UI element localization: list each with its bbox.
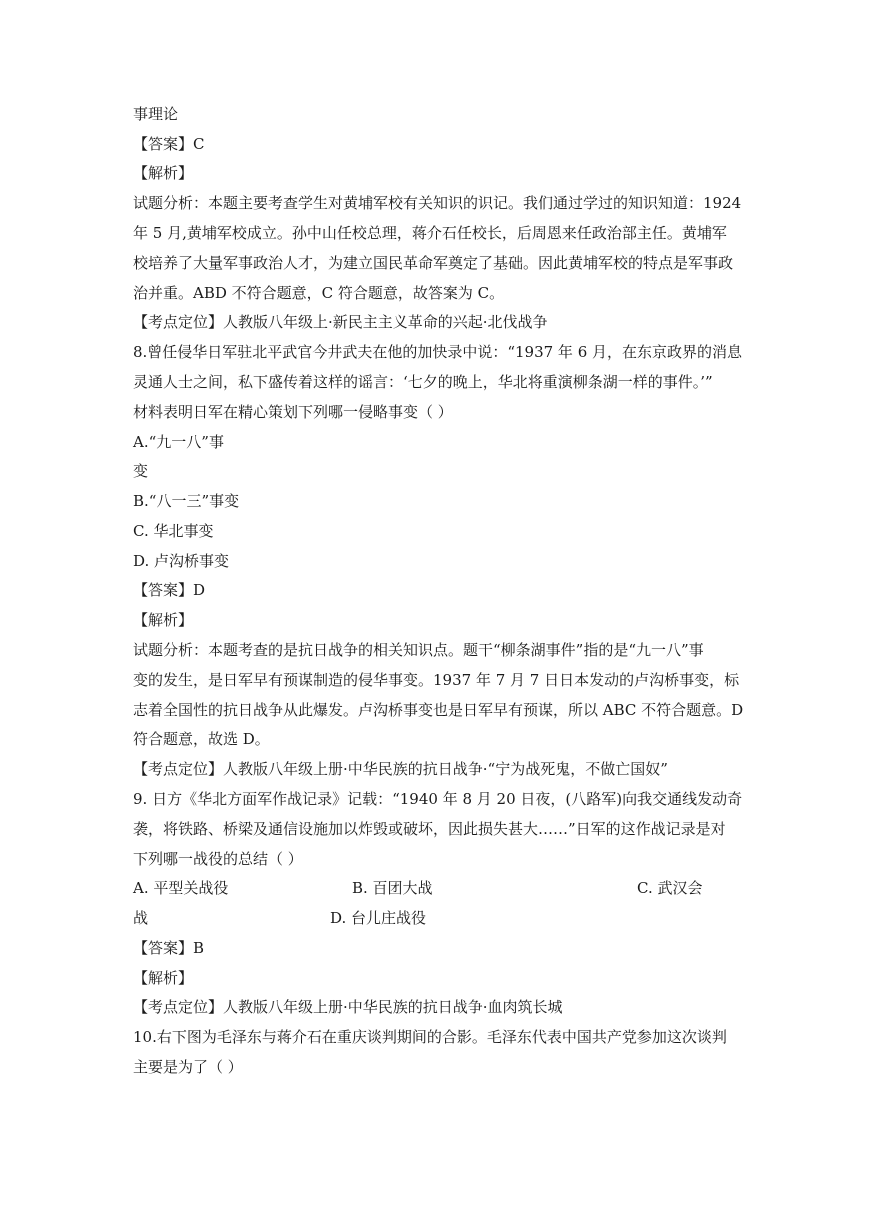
- answer-label: 【答案】B: [133, 939, 205, 957]
- option-c: C. 华北事变: [133, 522, 214, 540]
- text-line: 下列哪一战役的总结（ ）: [133, 850, 303, 868]
- analysis-label: 【解析】: [133, 164, 194, 182]
- knowledge-point: 【考点定位】人教版八年级上册·中华民族的抗日战争·血肉筑长城: [133, 998, 563, 1016]
- text-line: 袭，将铁路、桥梁及通信设施加以炸毁或破坏，因此损失甚大……”日军的这作战记录是对: [133, 820, 726, 838]
- text-line: 试题分析：本题主要考查学生对黄埔军校有关知识的识记。我们通过学过的知识知道：1924: [133, 194, 742, 212]
- knowledge-point: 【考点定位】人教版八年级上册·中华民族的抗日战争·“宁为战死鬼，不做亡国奴”: [133, 760, 668, 778]
- text-line: 治并重。ABD 不符合题意，C 符合题意，故答案为 C。: [133, 284, 505, 302]
- question-10: 10.右下图为毛泽东与蒋介石在重庆谈判期间的合影。毛泽东代表中国共产党参加这次谈判: [133, 1028, 727, 1046]
- q9-option-a: A. 平型关战役: [133, 879, 229, 897]
- q9-option-c: C. 武汉会: [637, 879, 703, 897]
- text-line: 符合题意，故选 D。: [133, 730, 270, 748]
- text-line: 志着全国性的抗日战争从此爆发。卢沟桥事变也是日军早有预谋，所以 ABC 不符合题意。D: [133, 701, 744, 719]
- knowledge-point: 【考点定位】人教版八年级上·新民主主义革命的兴起·北伐战争: [133, 313, 548, 331]
- answer-label: 【答案】D: [133, 581, 206, 599]
- q9-option-d: D. 台儿庄战役: [330, 909, 427, 927]
- option-a-cont: 变: [133, 462, 149, 480]
- text-line: 试题分析：本题考查的是抗日战争的相关知识点。题干“柳条湖事件”指的是“九一八”事: [133, 641, 704, 659]
- text-line: 灵通人士之间，私下盛传着这样的谣言：‘七夕的晚上，华北将重演柳条湖一样的事件。’”: [133, 373, 713, 391]
- answer-label: 【答案】C: [133, 135, 205, 153]
- text-line: 事理论: [133, 105, 179, 123]
- text-line: 主要是为了（ ）: [133, 1058, 243, 1076]
- option-a: A.“九一八”事: [133, 433, 224, 451]
- text-line: 变的发生，是日军早有预谋制造的侵华事变。1937 年 7 月 7 日日本发动的卢沟桥事变，标: [133, 671, 740, 689]
- question-8: 8.曾任侵华日军驻北平武官今井武夫在他的加快录中说：“1937 年 6 月，在东京政界的消息: [133, 343, 743, 361]
- question-9: 9. 日方《华北方面军作战记录》记载：“1940 年 8 月 20 日夜，(八路军)向我交通线发动奇: [133, 790, 743, 808]
- text-line: 校培养了大量军事政治人才，为建立国民革命军奠定了基础。因此黄埔军校的特点是军事政: [133, 254, 734, 272]
- analysis-label: 【解析】: [133, 611, 194, 629]
- text-line: 材料表明日军在精心策划下列哪一侵略事变（ ）: [133, 403, 453, 421]
- text-line: 年 5 月,黄埔军校成立。孙中山任校总理，蒋介石任校长，后周恩来任政治部主任。黄埔军: [133, 224, 727, 242]
- q9-option-c-cont: 战: [133, 909, 149, 927]
- option-b: B.“八一三”事变: [133, 492, 240, 510]
- analysis-label: 【解析】: [133, 969, 194, 987]
- option-d: D. 卢沟桥事变: [133, 552, 230, 570]
- q9-option-b: B. 百团大战: [352, 879, 433, 897]
